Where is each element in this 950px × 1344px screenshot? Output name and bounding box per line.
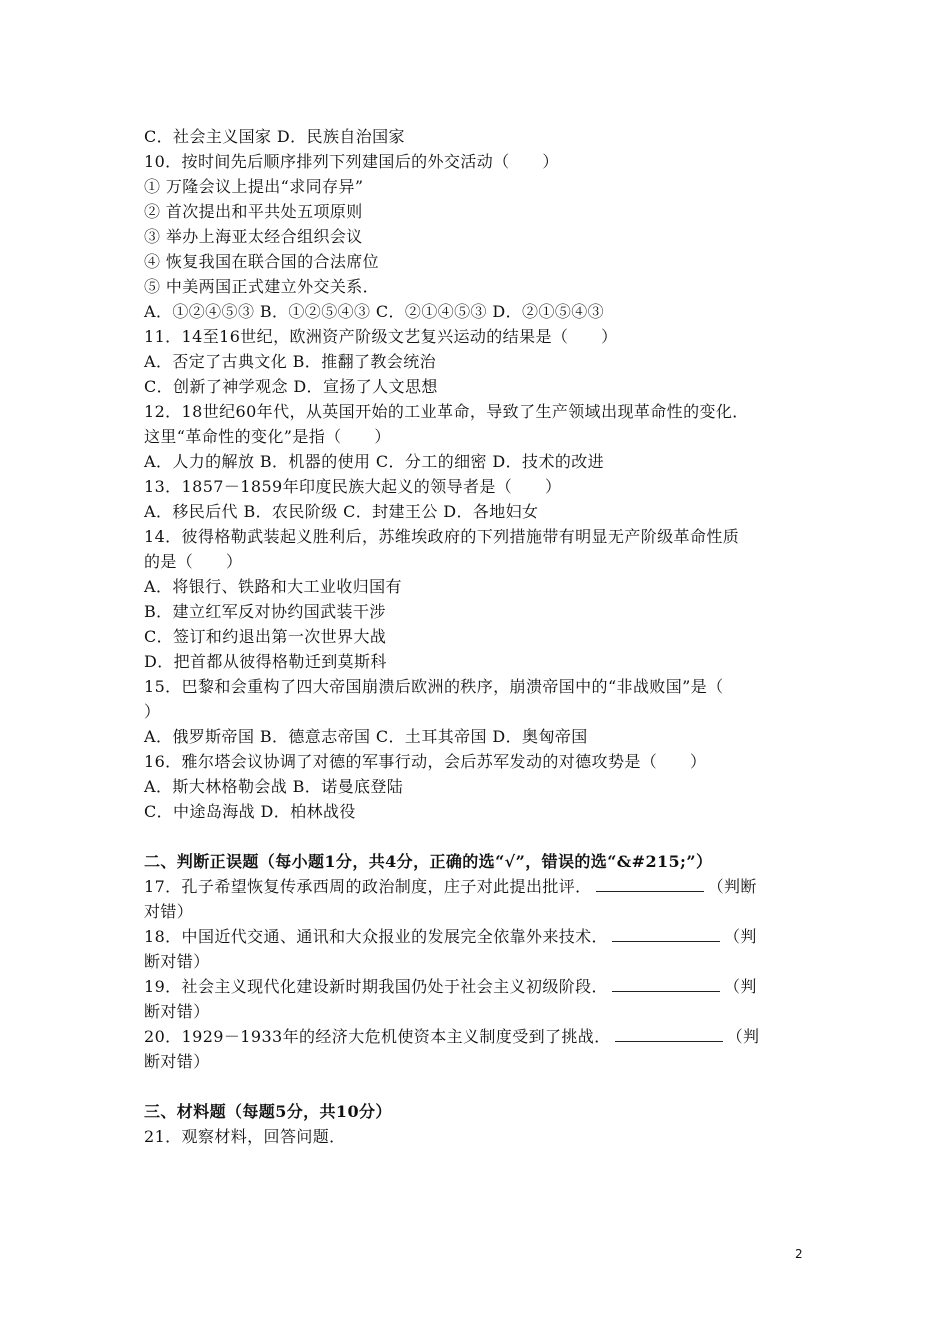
section-3-heading: 三、材料题（每题5分，共10分）	[144, 1102, 392, 1121]
question-16-options-ab: A．斯大林格勒会战 B．诺曼底登陆	[144, 777, 404, 796]
question-15-continued: ）	[144, 702, 161, 721]
page-content	[144, 124, 824, 1149]
question-19-suffix: （判	[723, 977, 757, 996]
question-12-options: A．人力的解放 B．机器的使用 C．分工的细密 D．技术的改进	[144, 452, 605, 471]
question-12: 12．18世纪60年代，从英国开始的工业革命，导致了生产领域出现革命性的变化．	[144, 402, 749, 421]
question-19-continued: 断对错）	[144, 1002, 210, 1021]
answer-blank-19[interactable]	[612, 975, 720, 992]
question-17	[144, 874, 824, 899]
question-18-continued: 断对错）	[144, 952, 210, 971]
question-14-option-a: A．将银行、铁路和大工业收归国有	[144, 577, 402, 596]
question-15: 15．巴黎和会重构了四大帝国崩溃后欧洲的秩序，崩溃帝国中的“非战败国”是（	[144, 677, 724, 696]
answer-blank-20[interactable]	[615, 1025, 723, 1042]
question-14-option-c: C．签订和约退出第一次世界大战	[144, 627, 387, 646]
answer-blank-18[interactable]	[612, 925, 720, 942]
question-11-options-ab: A．否定了古典文化 B．推翻了教会统治	[144, 352, 436, 371]
question-10-item-1: ① 万隆会议上提出“求同存异”	[144, 177, 364, 196]
page-number: 2	[795, 1247, 803, 1261]
question-13: 13．1857－1859年印度民族大起义的领导者是（ ）	[144, 477, 562, 496]
question-14-option-b: B．建立红军反对协约国武装干涉	[144, 602, 386, 621]
question-21: 21．观察材料，回答问题．	[144, 1127, 346, 1146]
question-20-suffix: （判	[726, 1027, 760, 1046]
question-16-options-cd: C．中途岛海战 D．柏林战役	[144, 802, 356, 821]
question-10: 10．按时间先后顺序排列下列建国后的外交活动（ ）	[144, 152, 559, 171]
question-11-options-cd: C．创新了神学观念 D．宣扬了人文思想	[144, 377, 438, 396]
answer-options-q9-cd: C．社会主义国家 D．民族自治国家	[144, 127, 405, 146]
question-10-item-3: ③ 举办上海亚太经合组织会议	[144, 227, 363, 246]
spacer	[144, 1074, 824, 1099]
question-18-suffix: （判	[723, 927, 757, 946]
question-17-continued: 对错）	[144, 902, 194, 921]
section-2-heading: 二、判断正误题（每小题1分，共4分，正确的选“√”，错误的选“&#215;”）	[144, 852, 713, 871]
question-14: 14．彼得格勒武装起义胜利后，苏维埃政府的下列措施带有明显无产阶级革命性质	[144, 527, 740, 546]
question-11: 11．14至16世纪，欧洲资产阶级文艺复兴运动的结果是（ ）	[144, 327, 618, 346]
question-10-item-5: ⑤ 中美两国正式建立外交关系．	[144, 277, 380, 296]
question-20	[144, 1024, 824, 1049]
question-18-text: 18．中国近代交通、通讯和大众报业的发展完全依靠外来技术．	[144, 927, 608, 946]
answer-blank-17[interactable]	[596, 875, 704, 892]
question-19	[144, 974, 824, 999]
question-15-options: A．俄罗斯帝国 B．德意志帝国 C．土耳其帝国 D．奥匈帝国	[144, 727, 588, 746]
question-16: 16．雅尔塔会议协调了对德的军事行动，会后苏军发动的对德攻势是（ ）	[144, 752, 707, 771]
question-13-options: A．移民后代 B．农民阶级 C．封建王公 D．各地妇女	[144, 502, 539, 521]
spacer	[144, 824, 824, 849]
question-12-continued: 这里“革命性的变化”是指（ ）	[144, 427, 391, 446]
question-19-text: 19．社会主义现代化建设新时期我国仍处于社会主义初级阶段．	[144, 977, 608, 996]
question-17-text: 17．孔子希望恢复传承西周的政治制度，庄子对此提出批评．	[144, 877, 592, 896]
question-20-text: 20．1929－1933年的经济大危机使资本主义制度受到了挑战．	[144, 1027, 611, 1046]
question-17-suffix: （判断	[707, 877, 757, 896]
question-10-item-4: ④ 恢复我国在联合国的合法席位	[144, 252, 380, 271]
question-14-option-d: D．把首都从彼得格勒迁到莫斯科	[144, 652, 387, 671]
question-20-continued: 断对错）	[144, 1052, 210, 1071]
question-18	[144, 924, 824, 949]
question-10-options: A．①②④⑤③ B．①②⑤④③ C．②①④⑤③ D．②①⑤④③	[144, 302, 605, 321]
question-10-item-2: ② 首次提出和平共处五项原则	[144, 202, 363, 221]
question-14-continued: 的是（ ）	[144, 552, 243, 571]
